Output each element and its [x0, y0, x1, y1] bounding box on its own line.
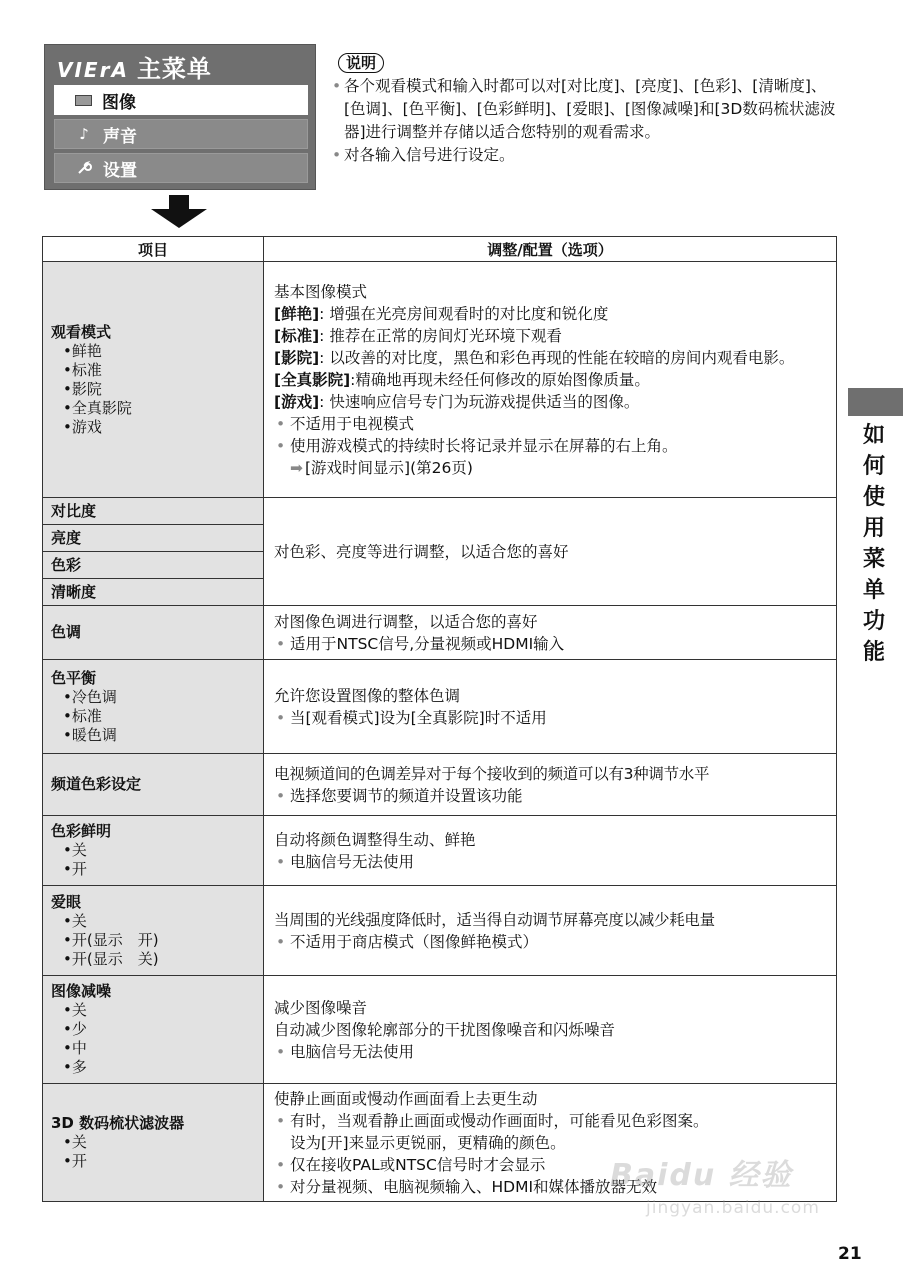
nr-cell: 图像减噪 •关 •少 •中 •多	[43, 976, 264, 1084]
group1-desc: 对色彩、亮度等进行调整，以适合您的喜好	[264, 498, 837, 606]
hue-cell: 色调	[43, 606, 264, 660]
view-mode-cell: 观看模式 •鲜艳 •标准 •影院 •全真影院 •游戏	[43, 262, 264, 498]
comb-desc: 使静止画面或慢动作画面看上去更生动 • 有时，当观看静止画面或慢动作画面时，可能看见色彩图案。 设为[开]来显示更锐丽，更精确的颜色。 • 仅在接收PAL或NTSC信号时才会显示 • 对分量视频、电脑视频输入、HDMI和媒体播放器无效	[264, 1084, 837, 1202]
page-reference: ➡ [游戏时间显示](第26页)	[290, 458, 473, 477]
option: •游戏	[63, 417, 102, 436]
viera-logo: VIErA	[57, 58, 129, 82]
page-number: 21	[838, 1244, 862, 1264]
channel-cell: 频道色彩设定	[43, 754, 264, 816]
menu-item-picture[interactable]: 图像	[54, 85, 308, 115]
menu-item-sound[interactable]: ♪ 声音	[54, 119, 308, 149]
explanation-title: 说明	[338, 53, 384, 73]
nr-desc: 减少图像噪音 自动减少图像轮廓部分的干扰图像噪音和闪烁噪音 • 电脑信号无法使用	[264, 976, 837, 1084]
comb-cell: 3D 数码梳状滤波器 •关 •开	[43, 1084, 264, 1202]
music-note-icon: ♪	[79, 125, 89, 143]
option: •标准	[63, 360, 102, 379]
table-row	[43, 498, 837, 525]
sharpness-cell: 清晰度	[43, 579, 264, 606]
side-tab-text: 如 何 使 用 菜 单 功 能	[862, 423, 885, 665]
vivid-cell: 色彩鲜明 •关 •开	[43, 816, 264, 886]
vivid-desc: 自动将颜色调整得生动、鲜艳 • 电脑信号无法使用	[264, 816, 837, 886]
side-tab-marker	[848, 388, 903, 416]
explanation-bullet: • 各个观看模式和输入时都可以对[对比度]、[亮度]、[色彩]、[清晰度]、[色调]、[色平衡]、[色彩鲜明]、[爱眼]、[图像减噪]和[3D数码梳状滤波器]进行调整并存储以适合您特别的观看需求。	[332, 75, 842, 144]
option: •鲜艳	[63, 341, 102, 360]
table-row	[43, 886, 837, 976]
watermark-brand: Baidu 经验	[610, 1158, 793, 1193]
option: •影院	[63, 379, 102, 398]
table-row	[43, 754, 837, 816]
table-row	[43, 816, 837, 886]
table-row	[43, 976, 837, 1084]
picture-icon	[72, 95, 94, 106]
menu-item-setup[interactable]: 设置	[54, 153, 308, 183]
balance-cell: 色平衡 •冷色调 •标准 •暖色调	[43, 660, 264, 754]
contrast-cell: 对比度	[43, 498, 264, 525]
header-adjust: 调整/配置（选项）	[264, 237, 837, 262]
down-arrow-icon	[149, 195, 209, 233]
main-menu-box	[44, 44, 316, 190]
explanation-bullet: • 对各输入信号进行设定。	[332, 144, 842, 167]
eco-desc: 当周围的光线强度降低时，适当得自动调节屏幕亮度以减少耗电量 • 不适用于商店模式（图像鲜艳模式）	[264, 886, 837, 976]
table-row	[43, 262, 837, 498]
wrench-icon	[73, 160, 95, 176]
menu-title: VIErA 主菜单	[57, 55, 212, 83]
balance-desc: 允许您设置图像的整体色调 • 当[观看模式]设为[全真影院]时不适用	[264, 660, 837, 754]
brightness-cell: 亮度	[43, 525, 264, 552]
arrow-right-icon: ➡	[290, 458, 303, 477]
watermark-site: jingyan.baidu.com	[646, 1198, 820, 1218]
eco-cell: 爱眼 •关 •开(显示 开) •开(显示 关)	[43, 886, 264, 976]
explanation	[332, 52, 842, 167]
header-item: 项目	[43, 237, 264, 262]
colour-cell: 色彩	[43, 552, 264, 579]
channel-desc: 电视频道间的色调差异对于每个接收到的频道可以有3种调节水平 • 选择您要调节的频道并设置该功能	[264, 754, 837, 816]
picture-settings-table	[42, 236, 837, 1202]
table-header-row	[43, 237, 837, 262]
option: •全真影院	[63, 398, 132, 417]
table-row	[43, 606, 837, 660]
watermark	[610, 1150, 820, 1218]
table-row	[43, 660, 837, 754]
view-mode-desc: 基本图像模式 [鲜艳]: 增强在光亮房间观看时的对比度和锐化度 [标准]: 推荐在正常的房间灯光环境下观看 [影院]: 以改善的对比度，黑色和彩色再现的性能在较暗的房间内观看电影。 [全真影院]:精确地再现未经任何修改的原始图像质量。 [游戏]: 快速响应信号专门为玩游戏提供适当的图像。 • 不适用于电视模式 • 使用游戏模式的持续时长将记录并显示在屏幕的右上角。 ➡ [游戏时间显示](第26页)	[264, 262, 837, 498]
hue-desc: 对图像色调进行调整，以适合您的喜好 • 适用于NTSC信号,分量视频或HDMI输入	[264, 606, 837, 660]
